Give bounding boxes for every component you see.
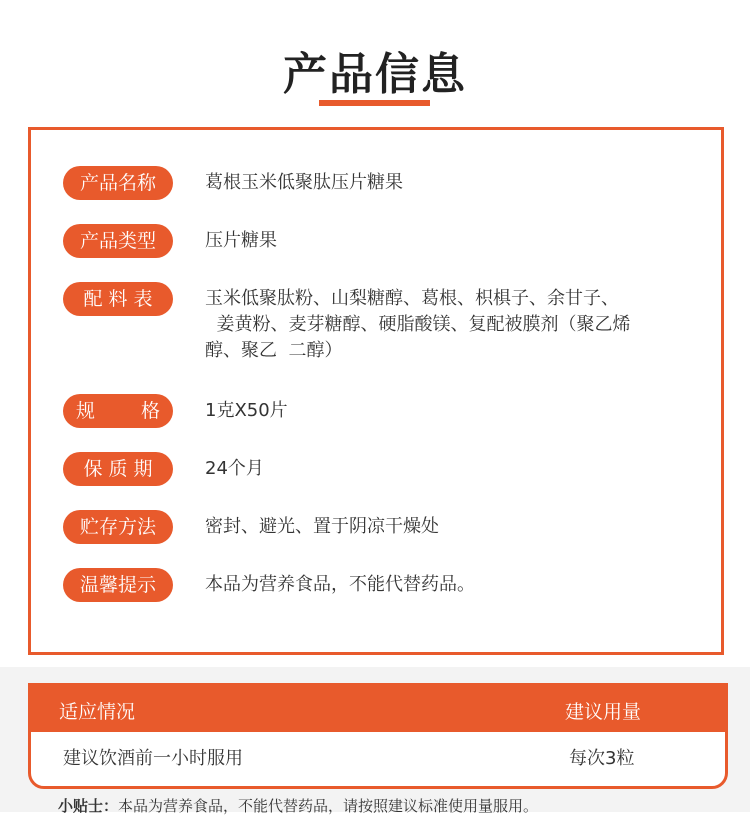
table-row — [31, 732, 725, 786]
label-pill — [63, 510, 173, 544]
title-underline — [319, 100, 430, 106]
label-char-1: 规 — [76, 400, 96, 422]
usage-table-header — [31, 686, 725, 732]
label-text: 保 质 期 — [83, 458, 153, 480]
page-title: 产品信息 — [283, 49, 467, 100]
ingredients-line-2: 姜黄粉、麦芽糖醇、硬脂酸镁、复配被膜剂（聚乙烯 — [205, 314, 631, 335]
value-text: 密封、避光、置于阴凉干燥处 — [205, 516, 439, 537]
cell-condition: 建议饮酒前一小时服用 — [63, 748, 243, 769]
label-text: 产品名称 — [79, 172, 156, 194]
value-text: 葛根玉米低聚肽压片糖果 — [205, 172, 403, 193]
label-pill — [63, 224, 173, 258]
usage-table — [28, 683, 728, 789]
label-text: 产品类型 — [79, 230, 156, 252]
value-text: 1克X50片 — [205, 400, 288, 421]
label-char-2: 格 — [140, 400, 160, 422]
label-pill — [63, 568, 173, 602]
value-text: 本品为营养食品，不能代替药品。 — [205, 574, 475, 595]
ingredients-line-1: 玉米低聚肽粉、山梨糖醇、葛根、枳椇子、余甘子、 — [205, 288, 619, 309]
product-info-box — [28, 127, 724, 655]
tip-note — [58, 795, 738, 816]
value-text: 压片糖果 — [205, 230, 277, 251]
label-text: 温馨提示 — [79, 574, 156, 596]
label-pill — [63, 452, 173, 486]
label-text: 配 料 表 — [83, 288, 153, 310]
header-dosage: 建议用量 — [565, 701, 642, 723]
label-text: 贮存方法 — [79, 516, 156, 538]
ingredients-line-3: 醇、聚乙 二醇） — [205, 340, 343, 361]
tip-prefix: 小贴士： — [58, 797, 119, 815]
value-text: 24个月 — [205, 458, 264, 479]
tip-text: 本品为营养食品，不能代替药品，请按照建议标准使用量服用。 — [118, 797, 539, 815]
label-pill — [63, 394, 173, 428]
ingredients-text — [205, 286, 705, 364]
header-condition: 适应情况 — [59, 701, 136, 723]
cell-dosage: 每次3粒 — [569, 748, 635, 769]
label-text — [76, 394, 160, 428]
label-pill — [63, 166, 173, 200]
label-pill — [63, 282, 173, 316]
